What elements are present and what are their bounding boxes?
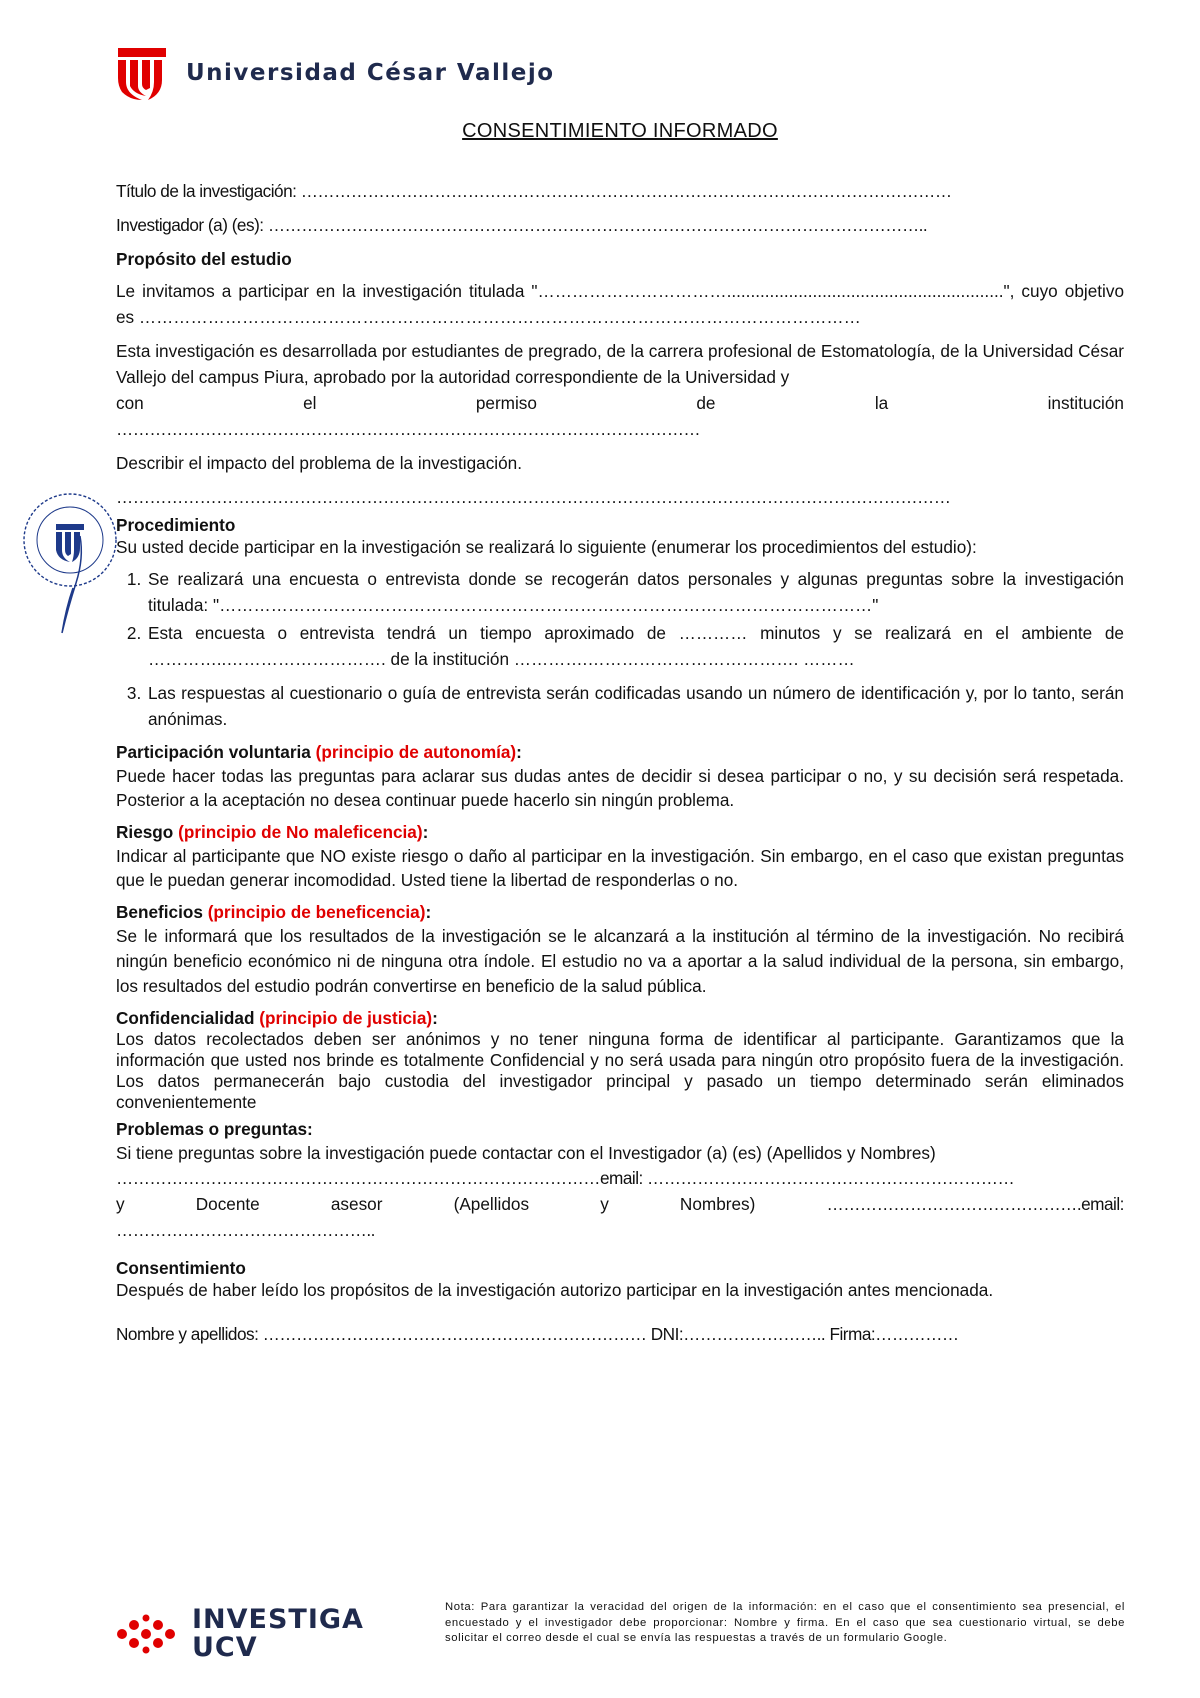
word: el (303, 393, 317, 413)
impact-dots: …………………………………………………………………………………………………………………………………… (116, 487, 951, 507)
principle-text: (principio de autonomía) (315, 742, 517, 762)
section-heading-proposito: Propósito del estudio (116, 249, 292, 269)
word: (Apellidos (453, 1194, 530, 1214)
problemas-email-line: ……………………………………………………………………………email: ………………………………………………………… (116, 1168, 1015, 1188)
procedure-list (116, 566, 1124, 732)
seal-stamp-icon (18, 488, 128, 658)
investiga-ucv-text (192, 1606, 364, 1662)
consentimiento-text: Después de haber leído los propósitos de la investigación autorizo participar en la investigación antes mencionada. (116, 1280, 994, 1300)
word: asesor (330, 1194, 383, 1214)
footer-note: Nota: Para garantizar la veracidad del origen de la información: en el caso que el consentimiento sea presencial, el encuestado y el investigador debe proporcionar: Nombre y firma. En el caso que sea cuestionario virtual, se debe solicitar el correo desde el cual se envía las respuestas a través de un formulario Google. (445, 1601, 1125, 1644)
section-heading-consentimiento: Consentimiento (116, 1258, 246, 1278)
university-logo (116, 42, 555, 104)
word: Docente (195, 1194, 260, 1214)
investigator-field: Investigador (a) (es): ……………………………………………………………………………………………………….. (116, 215, 928, 235)
heading-text: Beneficios (116, 902, 203, 922)
ucv-logo-icon (116, 42, 172, 104)
list-item: 2. Esta encuesta o entrevista tendrá un tiempo aproximado de ………… minutos y se realizará en el ambiente de …………..………………………. de la institución ………….………………………………. ……… (146, 620, 1124, 672)
word: de (696, 393, 716, 413)
proposito-paragraph-1: Le invitamos a participar en la investigación titulada "……………………………..........................................................", cuyo objetivo es ……………………………………………………………………………………………………………… (116, 281, 1124, 327)
word: y (116, 1194, 125, 1214)
document-title: CONSENTIMIENTO INFORMADO (462, 120, 778, 142)
institution-dots: …………………………………………………………………………………………… (116, 419, 701, 439)
list-item: 3. Las respuestas al cuestionario o guía de entrevista serán codificadas usando un número de identificación y, por lo tanto, serán anónimas. (146, 680, 1124, 732)
heading-text: Confidencialidad (116, 1008, 255, 1028)
document-body (116, 178, 1124, 1347)
proposito-permission-line (116, 390, 1124, 416)
word: ……………………………………….email: (826, 1194, 1124, 1214)
section-heading-procedimiento: Procedimiento (116, 515, 236, 535)
list-item: 1. Se realizará una encuesta o entrevista donde se recogerán datos personales y algunas preguntas sobre la investigación titulada: "……………………………………………………………………………………………………" (146, 566, 1124, 618)
molecule-pattern-icon (116, 1613, 182, 1655)
proposito-paragraph-2: Esta investigación es desarrollada por estudiantes de pregrado, de la carrera profesional de Estomatología, de la Universidad César Vallejo del campus Piura, aprobado por la autoridad correspondiente de la Universidad y (116, 341, 1124, 387)
university-name: Universidad César Vallejo (186, 60, 555, 86)
word: con (116, 393, 144, 413)
principle-text: (principio de justicia) (259, 1008, 433, 1028)
logo-line-1: INVESTIGA (192, 1604, 364, 1635)
problemas-email-dots: ……………………………………….. (116, 1220, 375, 1240)
signature-line: Nombre y apellidos: …………………………………………………………… DNI:…………………….. Firma:…………… (116, 1324, 959, 1344)
heading-text: Participación voluntaria (116, 742, 311, 762)
confidencialidad-text: Los datos recolectados deben ser anónimos y no tener ninguna forma de identificar al participante. Garantizamos que la información que usted nos brinde es totalmente Confidencial y no será usada para ningún otro propósito fuera de la investigación. Los datos permanecerán bajo custodia del investigador principal y pasado un tiempo determinado serán eliminados convenientemente (116, 1029, 1124, 1112)
procedimiento-intro: Su usted decide participar en la investigación se realizará lo siguiente (enumerar los procedimientos del estudio): (116, 537, 977, 557)
impact-prompt: Describir el impacto del problema de la investigación. (116, 453, 523, 473)
logo-line-2: UCV (192, 1632, 258, 1663)
participacion-text: Puede hacer todas las preguntas para aclarar sus dudas antes de decidir si desea participar o no, y su decisión será respetada. Posterior a la aceptación no desea continuar puede hacerlo sin ningún problema. (116, 766, 1124, 810)
principle-text: (principio de beneficencia) (207, 902, 426, 922)
riesgo-text: Indicar al participante que NO existe riesgo o daño al participar en la investigación. Sin embargo, en el caso que existan preguntas que le puedan generar incomodidad. Usted tiene la libertad de responderlas o no. (116, 846, 1124, 890)
problemas-line-1: Si tiene preguntas sobre la investigación puede contactar con el Investigador (a) (es) (Apellidos y Nombres) (116, 1143, 936, 1163)
problemas-advisor-line (116, 1191, 1124, 1217)
word: Nombres) (679, 1194, 756, 1214)
word: institución (1047, 393, 1124, 413)
section-heading-problemas: Problemas o preguntas: (116, 1119, 313, 1139)
section-heading-beneficios: Beneficios (principio de beneficencia): (116, 902, 432, 922)
research-title-field: Título de la investigación: ……………………………………………………………………………………………………… (116, 181, 952, 201)
section-heading-participacion: Participación voluntaria (principio de autonomía): (116, 742, 522, 762)
word: permiso (475, 393, 537, 413)
heading-text: Riesgo (116, 822, 174, 842)
section-heading-riesgo: Riesgo (principio de No maleficencia): (116, 822, 429, 842)
section-heading-confidencialidad: Confidencialidad (principio de justicia): (116, 1008, 438, 1028)
investiga-ucv-logo (116, 1606, 364, 1662)
principle-text: (principio de No maleficencia) (178, 822, 423, 842)
beneficios-text: Se le informará que los resultados de la investigación se le alcanzará a la institución al término de la investigación. No recibirá ningún beneficio económico ni de ninguna otra índole. El estudio no va a aportar a la salud individual de la persona, sin embargo, los resultados del estudio podrán convertirse en beneficio de la salud pública. (116, 926, 1124, 996)
word: la (874, 393, 889, 413)
word: y (600, 1194, 609, 1214)
